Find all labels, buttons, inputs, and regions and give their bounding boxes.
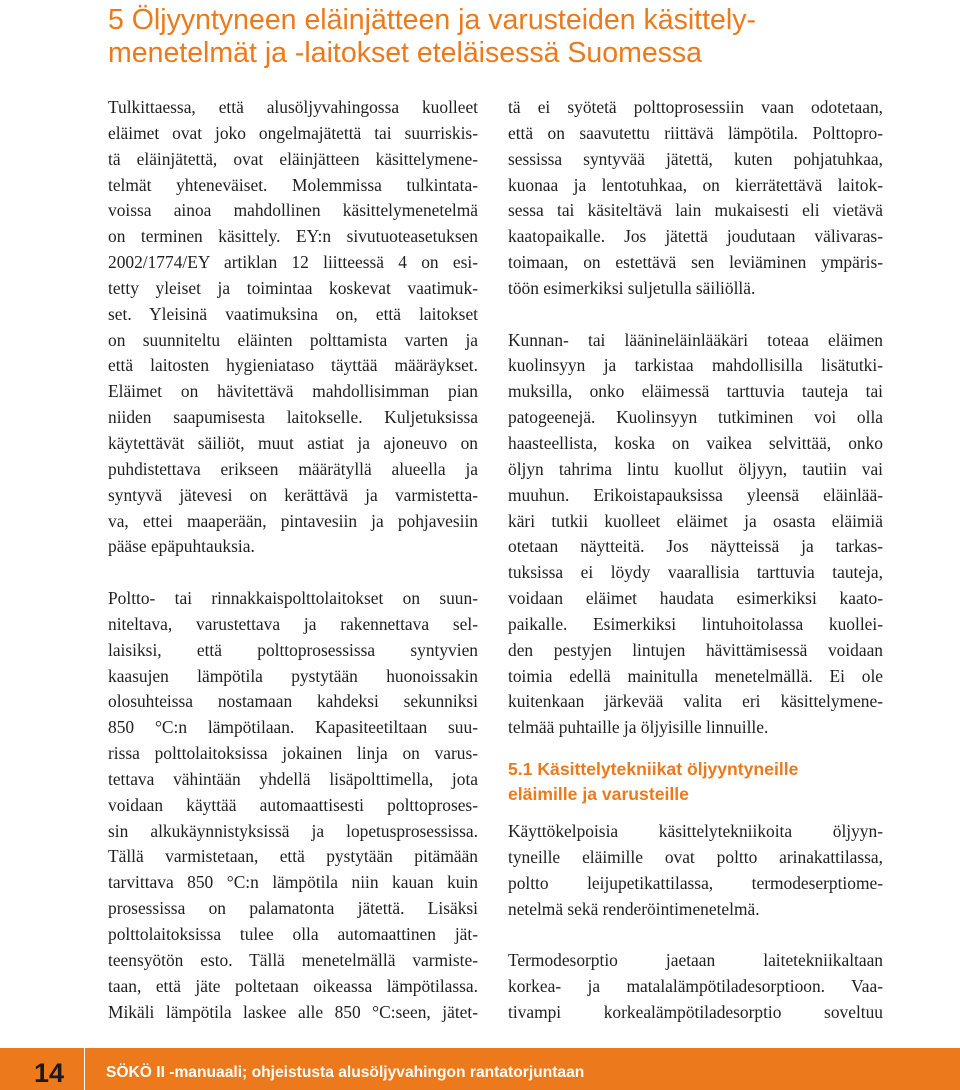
text-line: tettava vähintään yhdellä lisäpolttimella, jota <box>108 768 478 789</box>
text-line: Käyttökelpoisia käsittelytekniikoita öljyyn- <box>508 821 883 842</box>
paragraph-gap <box>508 741 883 757</box>
text-line: laisiksi, että polttoprosessissa syntyvien <box>108 639 478 660</box>
text-line: syntyvä jätevesi on kerättävä ja varmistetta- <box>108 484 478 505</box>
text-line: niiden saapumisesta laitokselle. Kuljetuksissa <box>108 407 478 428</box>
text-line: kuonaa ja lentotuhkaa, on kierrätettävä laitok- <box>508 174 883 195</box>
text-line: tarvittava 850 °C:n lämpötila niin kauan kuin <box>108 872 478 893</box>
text-line: käri tutkii kuolleet eläimet ja osasta eläimiä <box>508 510 883 531</box>
text-line: voidaan käyttää automaattisesti polttoproses- <box>108 794 478 815</box>
text-line: patogeenejä. Kuolinsyyn tutkiminen voi olla <box>508 407 883 428</box>
text-line: tivampi korkealämpötiladesorptio soveltuu <box>508 1002 883 1022</box>
text-line: 2002/1774/EY artiklan 12 liitteessä 4 on esi- <box>108 252 478 273</box>
text-line: taan, että jäte poltetaan oikeassa lämpötilassa. <box>108 975 478 996</box>
text-line: tyneille eläimille ovat poltto arinakattilassa, <box>508 846 883 867</box>
text-line: kuitenkaan järkevää valita eri käsittelymene- <box>508 691 883 712</box>
chapter-heading-line: 5 Öljyyntyneen eläinjätteen ja varusteiden käsittely- <box>108 4 756 36</box>
paragraph-gap <box>108 560 478 586</box>
text-line: teensyötön esto. Tällä menetelmällä varmiste- <box>108 949 478 970</box>
text-line: että laitosten hygieniataso täyttää määräykset. <box>108 355 478 376</box>
right-paragraph-2 <box>508 328 883 742</box>
left-paragraph-1 <box>108 95 478 560</box>
right-paragraph-1 <box>508 95 883 302</box>
text-line: öljyn tahrima lintu kuollut öljyyn, tautiin vai <box>508 458 883 479</box>
text-line: pääse epäpuhtauksia. <box>108 536 255 557</box>
right-column <box>508 95 883 1026</box>
text-line: 850 °C:n lämpötilaan. Kapasiteetiltaan suu- <box>108 717 478 738</box>
page-number: 14 <box>34 1058 65 1088</box>
text-line: korkea- ja matalalämpötiladesorptioon. Vaa- <box>508 976 883 997</box>
text-line: sin alkukäynnistyksissä ja lopetusprosessissa. <box>108 820 478 841</box>
text-line: toimaan, on estettävä sen leviäminen ympäris- <box>508 252 883 273</box>
text-line: tuksissa ei löydy vaarallisia tarttuvia tauteja, <box>508 562 883 583</box>
text-line: telmää puhtaille ja öljyisille linnuille. <box>508 717 769 738</box>
paragraph-gap <box>508 807 883 819</box>
text-line: on suunniteltu eläinten polttamista varten ja <box>108 329 478 350</box>
text-line: polttolaitoksissa tulee olla automaattinen jät- <box>108 924 478 944</box>
footer-divider <box>84 1048 85 1090</box>
text-line: rissa polttolaitoksissa jokainen linja on varus- <box>108 743 478 764</box>
text-line: voissa ainoa mahdollinen käsittelymenetelmä <box>108 200 478 221</box>
text-line: muuhun. Erikoistapauksissa yleensä eläinlää- <box>508 484 883 505</box>
text-line: Eläimet on hävitettävä mahdollisimman pian <box>108 381 478 402</box>
text-line: netelmä sekä renderöintimenetelmä. <box>508 898 760 919</box>
paragraph-gap <box>508 302 883 328</box>
text-line: Poltto- tai rinnakkaispolttolaitokset on suun- <box>108 588 478 609</box>
chapter-heading-line: menetelmät ja -laitokset eteläisessä Suomessa <box>108 37 703 69</box>
text-line: sessa tai käsiteltävä lain mukaisesti eli vietävä <box>508 200 883 221</box>
left-column <box>108 95 478 1025</box>
text-line: va, ettei maaperään, pintavesiin ja pohjavesiin <box>108 510 478 531</box>
text-line: eläimet ovat joko ongelmajätettä tai suurriskis- <box>108 122 478 143</box>
text-line: käytettävät säiliöt, muut astiat ja ajoneuvo on <box>108 432 478 453</box>
text-line: haasteellista, koska on vaikea selvittää, onko <box>508 432 883 453</box>
text-line: Tulkittaessa, että alusöljyvahingossa kuolleet <box>108 97 478 117</box>
text-line: olosuhteissa nostamaan kahdeksi sekunniksi <box>108 691 478 712</box>
text-line: Kunnan- tai läänineläinlääkäri toteaa eläimen <box>508 329 883 350</box>
text-line: telmät yhteneväiset. Molemmissa tulkintata- <box>108 174 478 195</box>
text-line: Mikäli lämpötila laskee alle 850 °C:seen, jätet- <box>108 1001 478 1022</box>
paragraph-gap <box>508 922 883 948</box>
subheading-line: eläimille ja varusteille <box>508 784 689 805</box>
right-paragraph-4 <box>508 948 883 1026</box>
text-line: sessissa syntyvää jätettä, kuten pohjatuhkaa, <box>508 148 883 169</box>
footer-title: SÖKÖ II -manuaali; ohjeistusta alusöljyvahingon rantatorjuntaan <box>106 1064 585 1081</box>
text-line: toimia edellä mainitulla menetelmällä. Ei ole <box>508 665 883 686</box>
text-line: muksilla, onko eläimessä tarttuvia tauteja tai <box>508 381 883 402</box>
text-line: den pestyjen lintujen hävittämisessä voidaan <box>508 639 883 660</box>
text-line: kaasujen lämpötila pystytään huonoissakin <box>108 665 478 686</box>
text-line: Termodesorptio jaetaan laitetekniikaltaan <box>508 950 883 971</box>
left-paragraph-2 <box>108 586 478 1025</box>
text-line: paikalle. Esimerkiksi lintuhoitolassa kuollei- <box>508 613 883 634</box>
text-line: tä ei syötetä polttoprosessiin vaan odotetaan, <box>508 97 883 117</box>
right-paragraph-3 <box>508 819 883 922</box>
text-line: on terminen käsittely. EY:n sivutuoteasetuksen <box>108 226 478 247</box>
text-line: Tällä varmistetaan, että pystytään pitämään <box>108 846 478 867</box>
text-line: töön esimerkiksi suljetulla säiliöllä. <box>508 277 756 298</box>
text-line: puhdistettava erikseen määrätyllä alueella ja <box>108 458 478 479</box>
subheading-line: 5.1 Käsittelytekniikat öljyyntyneille <box>508 759 799 780</box>
text-line: set. Yleisinä vaatimuksina on, että laitokset <box>108 303 478 324</box>
text-line: tetty yleiset ja toimintaa koskevat vaatimuk- <box>108 277 478 298</box>
text-line: että on saavutettu riittävä lämpötila. Polttopro- <box>508 122 883 143</box>
text-line: tä eläinjätettä, ovat eläinjätteen käsittelymene- <box>108 148 478 169</box>
chapter-heading <box>108 4 948 70</box>
text-line: niteltava, varustettava ja rakennettava sel- <box>108 613 478 634</box>
text-line: voidaan eläimet haudata esimerkiksi kaato- <box>508 588 883 609</box>
text-line: kuolinsyyn ja tarkistaa mahdollisilla lisätutki- <box>508 355 883 376</box>
text-line: kaatopaikalle. Jos jätettä joudutaan välivaras- <box>508 226 883 247</box>
text-line: poltto leijupetikattilassa, termodeserptiome- <box>508 872 883 893</box>
section-subheading <box>508 757 883 807</box>
text-line: otetaan näytteitä. Jos näytteissä ja tarkas- <box>508 536 883 557</box>
text-line: prosessissa on palamatonta jätettä. Lisäksi <box>108 898 478 919</box>
